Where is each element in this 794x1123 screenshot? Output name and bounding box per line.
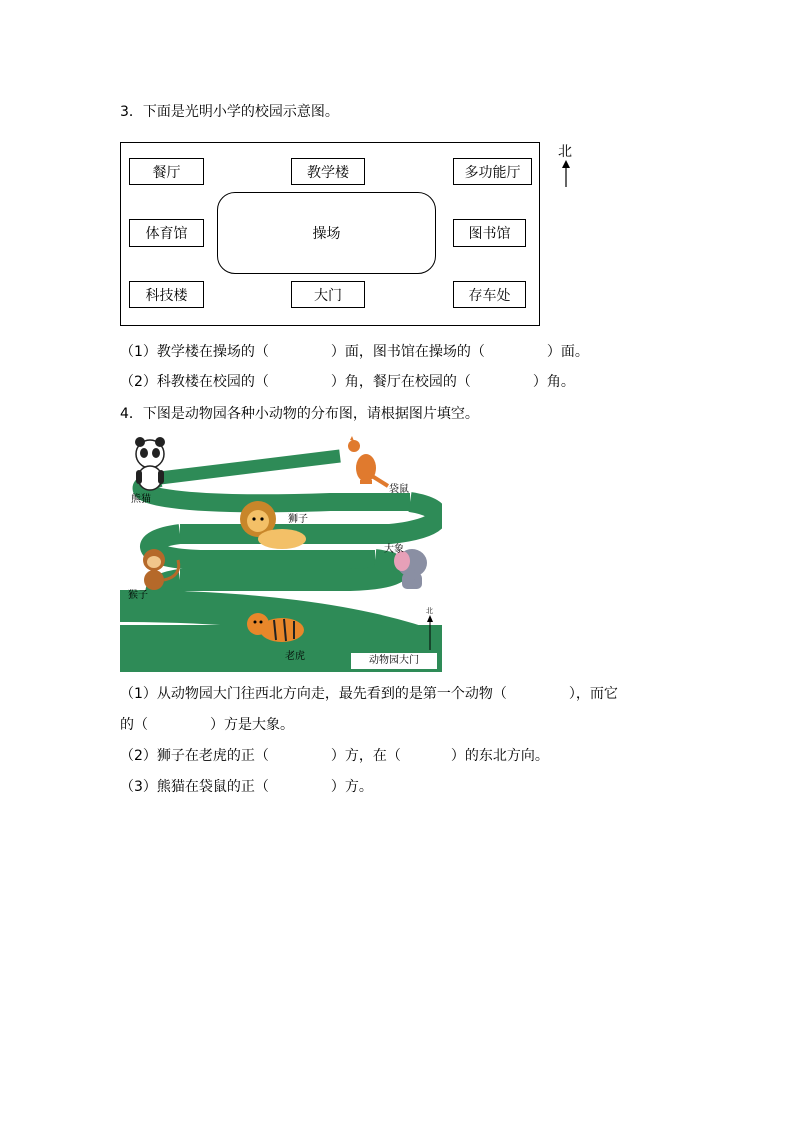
room-damen: 大门 — [291, 281, 365, 308]
room-canting: 餐厅 — [129, 158, 204, 185]
room-tushuguan: 图书馆 — [453, 219, 526, 247]
q3-title: 3．下面是光明小学的校园示意图。 — [120, 104, 339, 120]
room-tiyuguan: 体育馆 — [129, 219, 204, 247]
kangaroo-icon — [340, 436, 390, 488]
zoo-gate-label: 动物园大门 — [350, 652, 438, 670]
room-jiaoxuelou: 教学楼 — [291, 158, 365, 185]
label-elephant: 大象 — [384, 544, 404, 555]
room-kejilou: 科技楼 — [129, 281, 204, 308]
q4-sentence-1-cont: 的（ ）方是大象。 — [120, 717, 294, 733]
q4-title: 4．下图是动物园各种小动物的分布图，请根据图片填空。 — [120, 406, 479, 422]
panda-icon — [128, 436, 172, 492]
room-cunchechu: 存车处 — [453, 281, 526, 308]
zoo-north-label: 北 — [426, 607, 433, 615]
q4-sentence-3: （3）熊猫在袋鼠的正（ ）方。 — [120, 779, 373, 795]
q3-sentence-2: （2）科教楼在校园的（ ）角，餐厅在校园的（ ）角。 — [120, 374, 575, 390]
label-tiger: 老虎 — [285, 651, 305, 662]
north-arrow-icon — [559, 160, 573, 188]
room-duogongneng: 多功能厅 — [453, 158, 532, 185]
label-kangaroo: 袋鼠 — [389, 484, 409, 495]
q4-sentence-2: （2）狮子在老虎的正（ ）方，在（ ）的东北方向。 — [120, 748, 549, 764]
tiger-icon — [244, 608, 308, 648]
label-monkey: 猴子 — [128, 590, 148, 601]
q3-sentence-1: （1）教学楼在操场的（ ）面，图书馆在操场的（ ）面。 — [120, 344, 589, 360]
label-lion: 狮子 — [288, 514, 308, 525]
monkey-icon — [132, 546, 188, 592]
north-label: 北 — [558, 144, 572, 160]
q4-sentence-1: （1）从动物园大门往西北方向走，最先看到的是第一个动物（ ），而它 — [120, 686, 618, 702]
label-panda: 熊猫 — [131, 494, 151, 505]
room-caochang: 操场 — [217, 192, 436, 274]
